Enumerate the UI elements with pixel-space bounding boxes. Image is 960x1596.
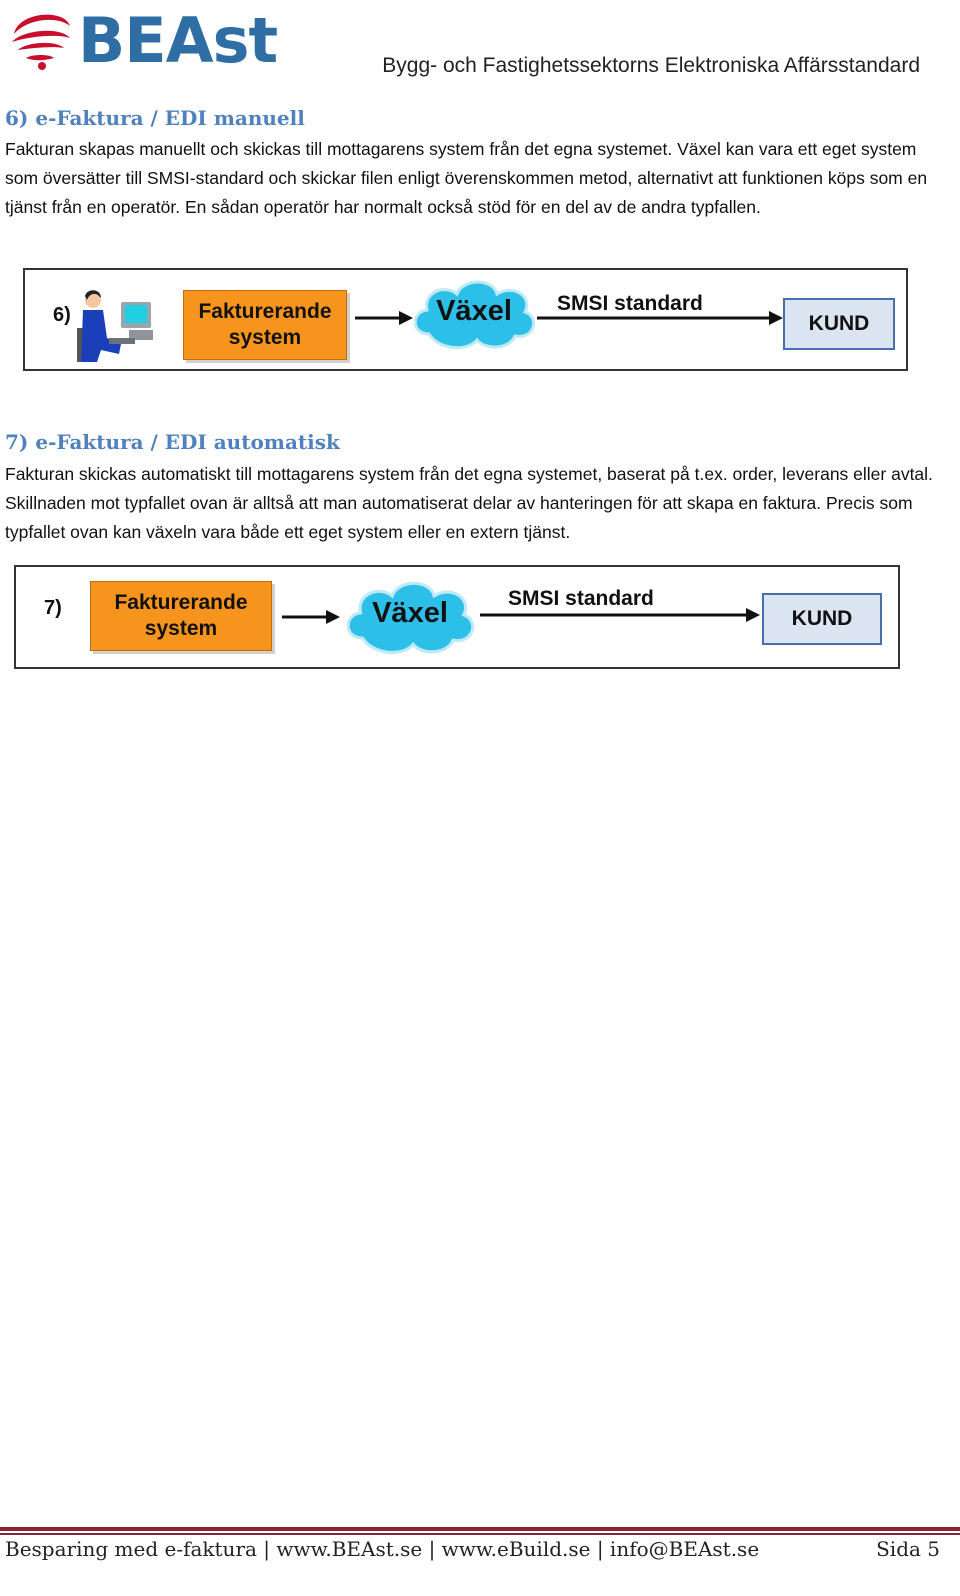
diagram-6-sender-box — [183, 290, 347, 360]
diagram-7 — [14, 565, 900, 669]
diagram-7-receiver-box: KUND — [762, 593, 882, 645]
diagram-6-arrow-2 — [535, 308, 785, 328]
diagram-6-link-label: SMSI standard — [557, 292, 703, 315]
diagram-6-sender-line1: Fakturerande — [198, 300, 332, 323]
page-number: Sida 5 — [876, 1537, 940, 1561]
footer-rule-thin — [0, 1533, 960, 1535]
diagram-6-arrow-1 — [353, 308, 417, 328]
diagram-7-arrow-2 — [478, 605, 762, 625]
beast-logo — [8, 4, 278, 77]
beast-swirl-logo-icon — [8, 4, 78, 74]
diagram-6-sender-line2: system — [228, 326, 302, 349]
section-6-heading: 6) e-Faktura / EDI manuell — [5, 106, 305, 130]
diagram-6 — [23, 268, 908, 371]
diagram-6-hub-label: Växel — [436, 295, 512, 327]
section-6-body: Fakturan skapas manuellt och skickas till mottagarens system från det egna systemet. Växel kan vara ett eget system som översätter till SMSI-standard och skickar filen enligt överenskommen metod, alternativt att funktionen köps som en tjänst från en operatör. En sådan operatör har normalt också stöd för en del av de andra typfallen. — [5, 139, 928, 217]
diagram-7-hub-label: Växel — [372, 597, 448, 629]
section-7-heading: 7) e-Faktura / EDI automatisk — [5, 430, 340, 454]
header-tagline: Bygg- och Fastighetssektorns Elektroniska Affärsstandard — [382, 54, 920, 77]
diagram-7-link-label: SMSI standard — [508, 587, 654, 610]
diagram-7-number: 7) — [44, 597, 62, 619]
logo-wordmark: BEAst — [78, 4, 278, 77]
diagram-7-sender-line2: system — [144, 617, 218, 640]
diagram-7-arrow-1 — [280, 607, 344, 627]
footer-rule-thick — [0, 1527, 960, 1531]
diagram-7-sender-line1: Fakturerande — [114, 591, 248, 614]
section-7-body: Fakturan skickas automatiskt till mottagarens system från det egna systemet, baserat på t.ex. order, leverans eller avtal. Skillnaden mot typfallet ovan är alltså att man automatiserat delar av hanteringen för att skapa en faktura. Precis som typfallet ovan kan växeln vara både ett eget system eller en extern tjänst. — [5, 464, 933, 542]
person-at-computer-icon — [75, 288, 159, 364]
footer-links: Besparing med e-faktura | www.BEAst.se | www.eBuild.se | info@BEAst.se — [5, 1537, 760, 1561]
diagram-6-number: 6) — [53, 304, 71, 326]
diagram-7-sender-box — [90, 581, 272, 651]
diagram-6-receiver-box: KUND — [783, 298, 895, 350]
